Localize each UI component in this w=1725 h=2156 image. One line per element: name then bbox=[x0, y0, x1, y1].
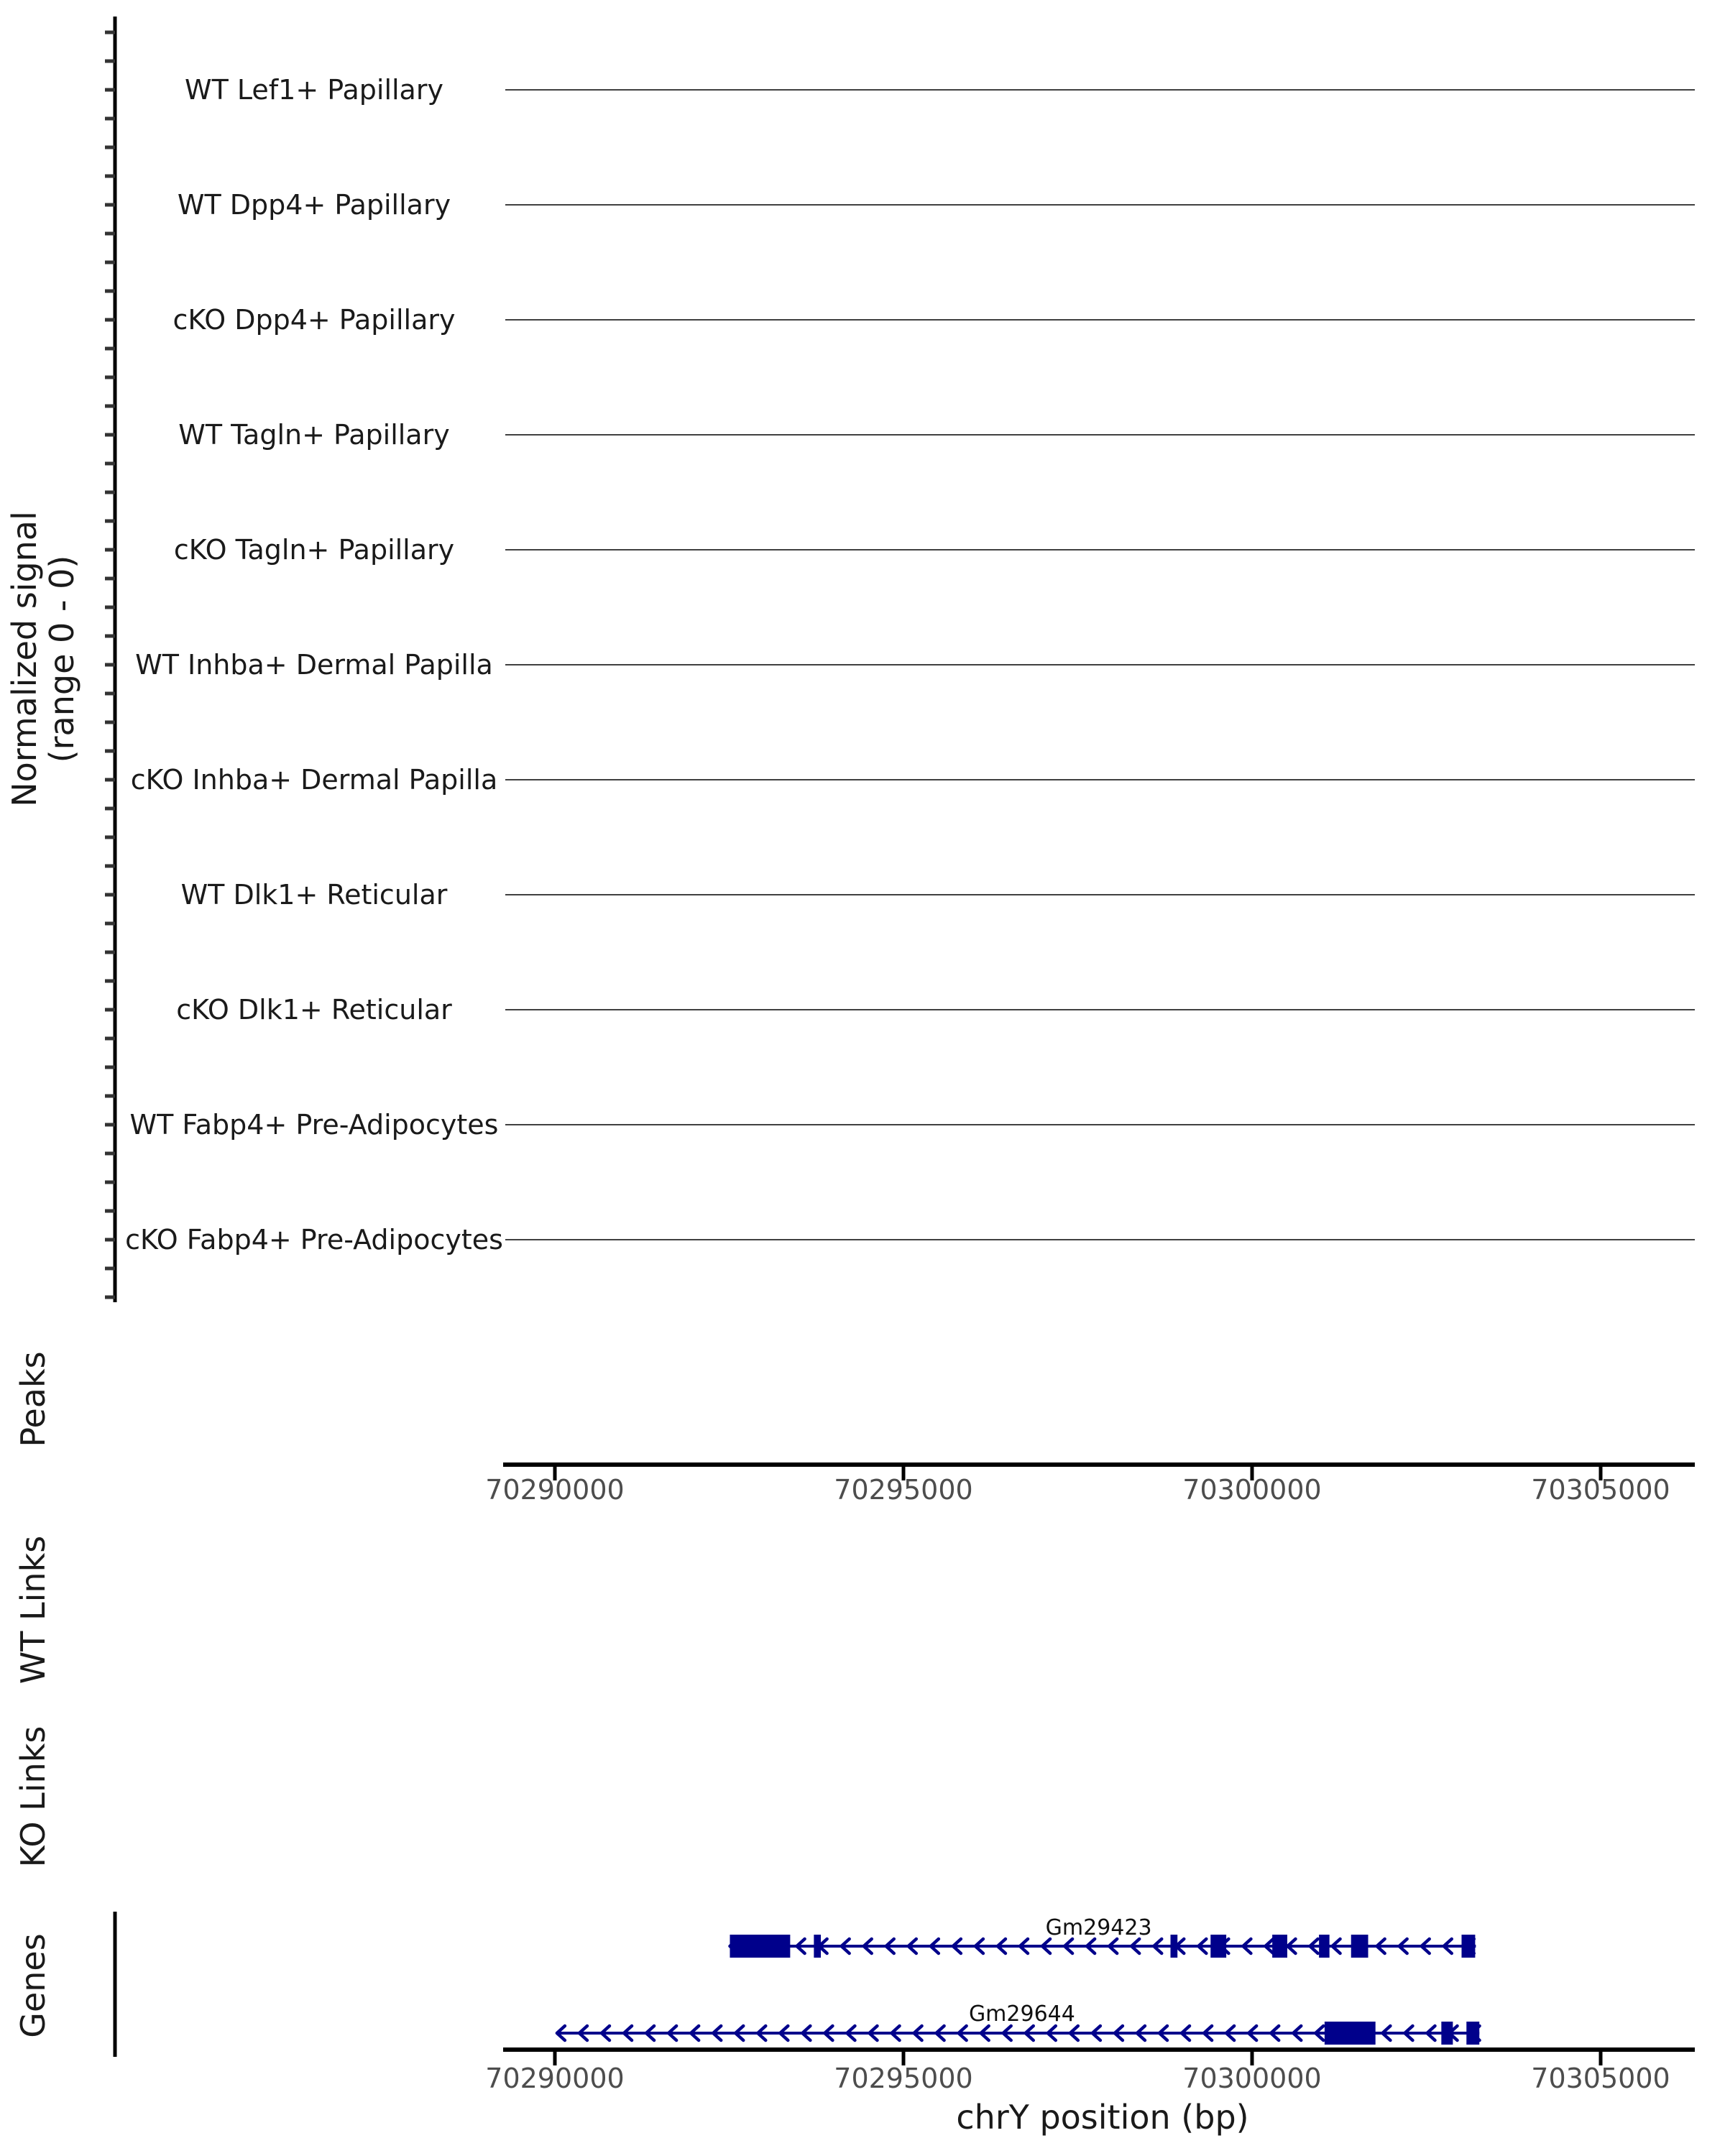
genes-genome-axis-tick-label: 70300000 bbox=[1182, 2063, 1322, 2094]
peaks-genome-axis-tick-label: 70305000 bbox=[1531, 1474, 1670, 1506]
gene-exon bbox=[1210, 1935, 1226, 1958]
section-label-genes: Genes bbox=[14, 1933, 52, 2038]
track-label: cKO Inhba+ Dermal Papilla bbox=[130, 764, 498, 796]
gene-exon bbox=[1171, 1935, 1178, 1958]
track-label: WT Lef1+ Papillary bbox=[185, 74, 443, 106]
track-label: WT Dpp4+ Papillary bbox=[177, 189, 451, 221]
signal-axis-title-line1: Normalized signal bbox=[5, 511, 44, 807]
peaks-genome-axis-tick-label: 70300000 bbox=[1182, 1474, 1322, 1506]
section-label-peaks: Peaks bbox=[14, 1351, 52, 1447]
track-label: WT Tagln+ Papillary bbox=[178, 419, 450, 451]
track-label: WT Fabp4+ Pre-Adipocytes bbox=[129, 1109, 499, 1141]
track-label: cKO Dlk1+ Reticular bbox=[176, 994, 452, 1026]
gene-exon bbox=[1351, 1935, 1368, 1958]
x-axis-title: chrY position (bp) bbox=[956, 2098, 1249, 2137]
track-label: cKO Tagln+ Papillary bbox=[173, 534, 455, 566]
track-label: WT Inhba+ Dermal Papilla bbox=[135, 649, 493, 681]
gene-exon bbox=[1319, 1935, 1330, 1958]
signal-axis-title-line2: (range 0 - 0) bbox=[42, 555, 81, 763]
gene-exon bbox=[1461, 1935, 1475, 1958]
gene-exon bbox=[1325, 2022, 1376, 2045]
section-label-ko-links: KO Links bbox=[14, 1726, 52, 1868]
peaks-genome-axis-tick-label: 70295000 bbox=[834, 1474, 973, 1506]
genes-genome-axis-tick-label: 70295000 bbox=[834, 2063, 973, 2094]
gene-exon bbox=[1441, 2022, 1453, 2045]
track-label: cKO Fabp4+ Pre-Adipocytes bbox=[125, 1224, 503, 1256]
gene-exon bbox=[1272, 1935, 1287, 1958]
gene-exon bbox=[1466, 2022, 1479, 2045]
track-label: WT Dlk1+ Reticular bbox=[180, 879, 448, 911]
genes-genome-axis-tick-label: 70305000 bbox=[1531, 2063, 1670, 2094]
gene-name-label: Gm29644 bbox=[968, 2001, 1075, 2027]
track-label: cKO Dpp4+ Papillary bbox=[172, 304, 456, 336]
gene-exon bbox=[814, 1935, 821, 1958]
peaks-genome-axis-tick-label: 70290000 bbox=[485, 1474, 625, 1506]
genes-genome-axis-tick-label: 70290000 bbox=[485, 2063, 625, 2094]
signal-axis-title bbox=[5, 511, 81, 807]
section-label-wt-links: WT Links bbox=[14, 1535, 52, 1685]
gene-exon bbox=[730, 1935, 790, 1958]
gene-name-label: Gm29423 bbox=[1045, 1915, 1152, 1940]
